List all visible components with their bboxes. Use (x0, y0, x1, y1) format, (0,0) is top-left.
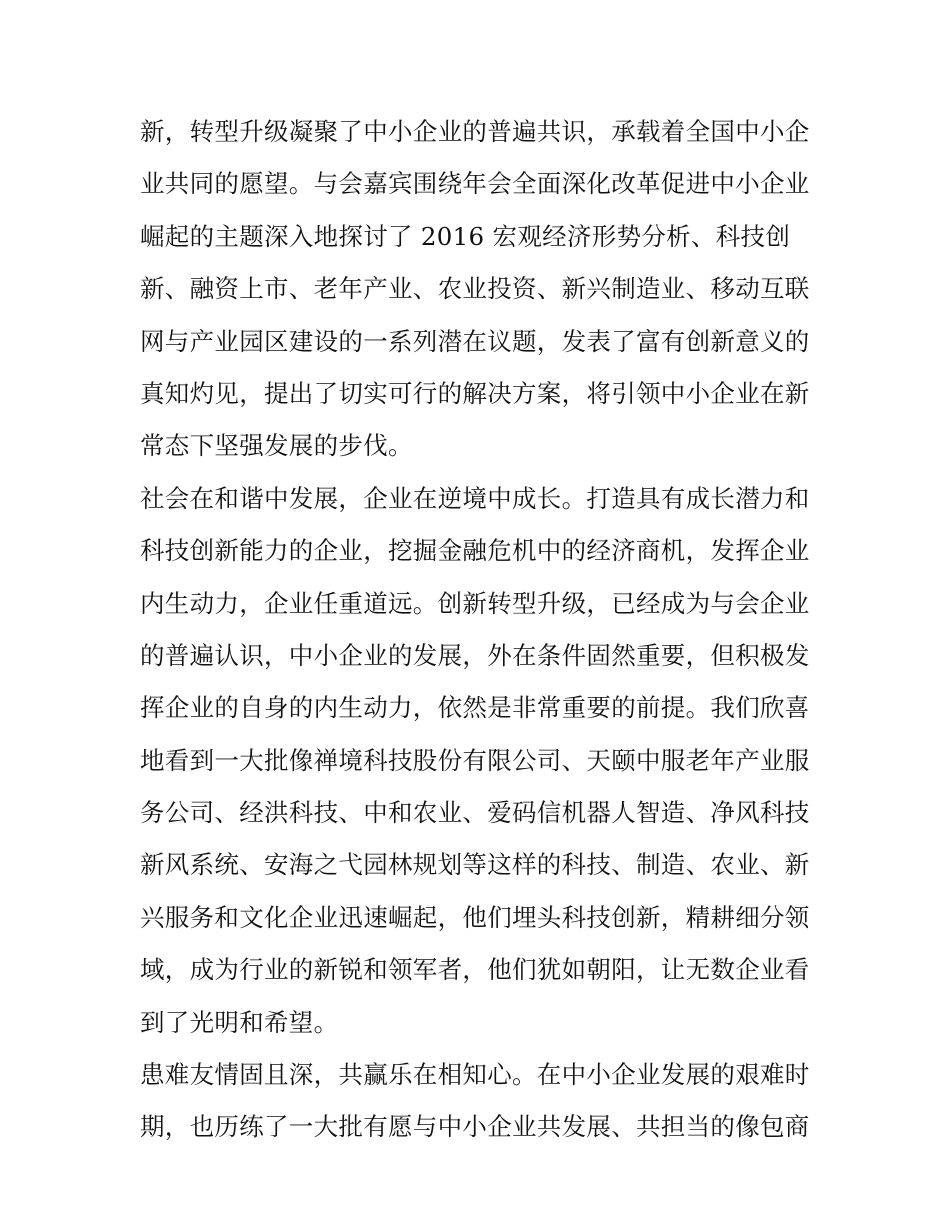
text-line: 新风系统、安海之弋园林规划等这样的科技、制造、农业、新 (140, 850, 810, 880)
text-line: 业共同的愿望。与会嘉宾围绕年会全面深化改革促进中小企业 (140, 169, 810, 199)
text-line: 常态下坚强发展的步伐。 (140, 431, 413, 461)
text-line: 域，成为行业的新锐和领军者，他们犹如朝阳，让无数企业看 (140, 955, 810, 985)
text-line: 科技创新能力的企业，挖掘金融危机中的经济商机，发挥企业 (140, 536, 810, 566)
text-line: 地看到一大批像禅境科技股份有限公司、天颐中服老年产业服 (140, 745, 810, 775)
text-line: 网与产业园区建设的一系列潜在议题，发表了富有创新意义的 (140, 326, 810, 356)
text-line: 内生动力，企业任重道远。创新转型升级，已经成为与会企业 (140, 588, 810, 618)
text-line: 务公司、经洪科技、中和农业、爱码信机器人智造、净风科技 (140, 798, 810, 828)
text-line: 社会在和谐中发展，企业在逆境中成长。打造具有成长潜力和 (140, 483, 810, 513)
text-line: 新、融资上市、老年产业、农业投资、新兴制造业、移动互联 (140, 274, 810, 304)
text-line: 新，转型升级凝聚了中小企业的普遍共识，承载着全国中小企 (140, 117, 810, 146)
text-line: 兴服务和文化企业迅速崛起，他们埋头科技创新，精耕细分领 (140, 902, 810, 932)
text-line: 挥企业的自身的内生动力，依然是非常重要的前提。我们欣喜 (140, 693, 810, 723)
text-line: 崛起的主题深入地探讨了 2016 宏观经济形势分析、科技创 (140, 221, 791, 251)
text-line: 的普遍认识，中小企业的发展，外在条件固然重要，但积极发 (140, 640, 810, 670)
text-line: 真知灼见，提出了切实可行的解决方案，将引领中小企业在新 (140, 378, 810, 408)
text-line: 到了光明和希望。 (140, 1007, 339, 1037)
text-line: 期，也历练了一大批有愿与中小企业共发展、共担当的像包商 (140, 1112, 810, 1142)
document-page (140, 106, 820, 1154)
text-line: 患难友情固且深，共赢乐在相知心。在中小企业发展的艰难时 (140, 1060, 810, 1090)
